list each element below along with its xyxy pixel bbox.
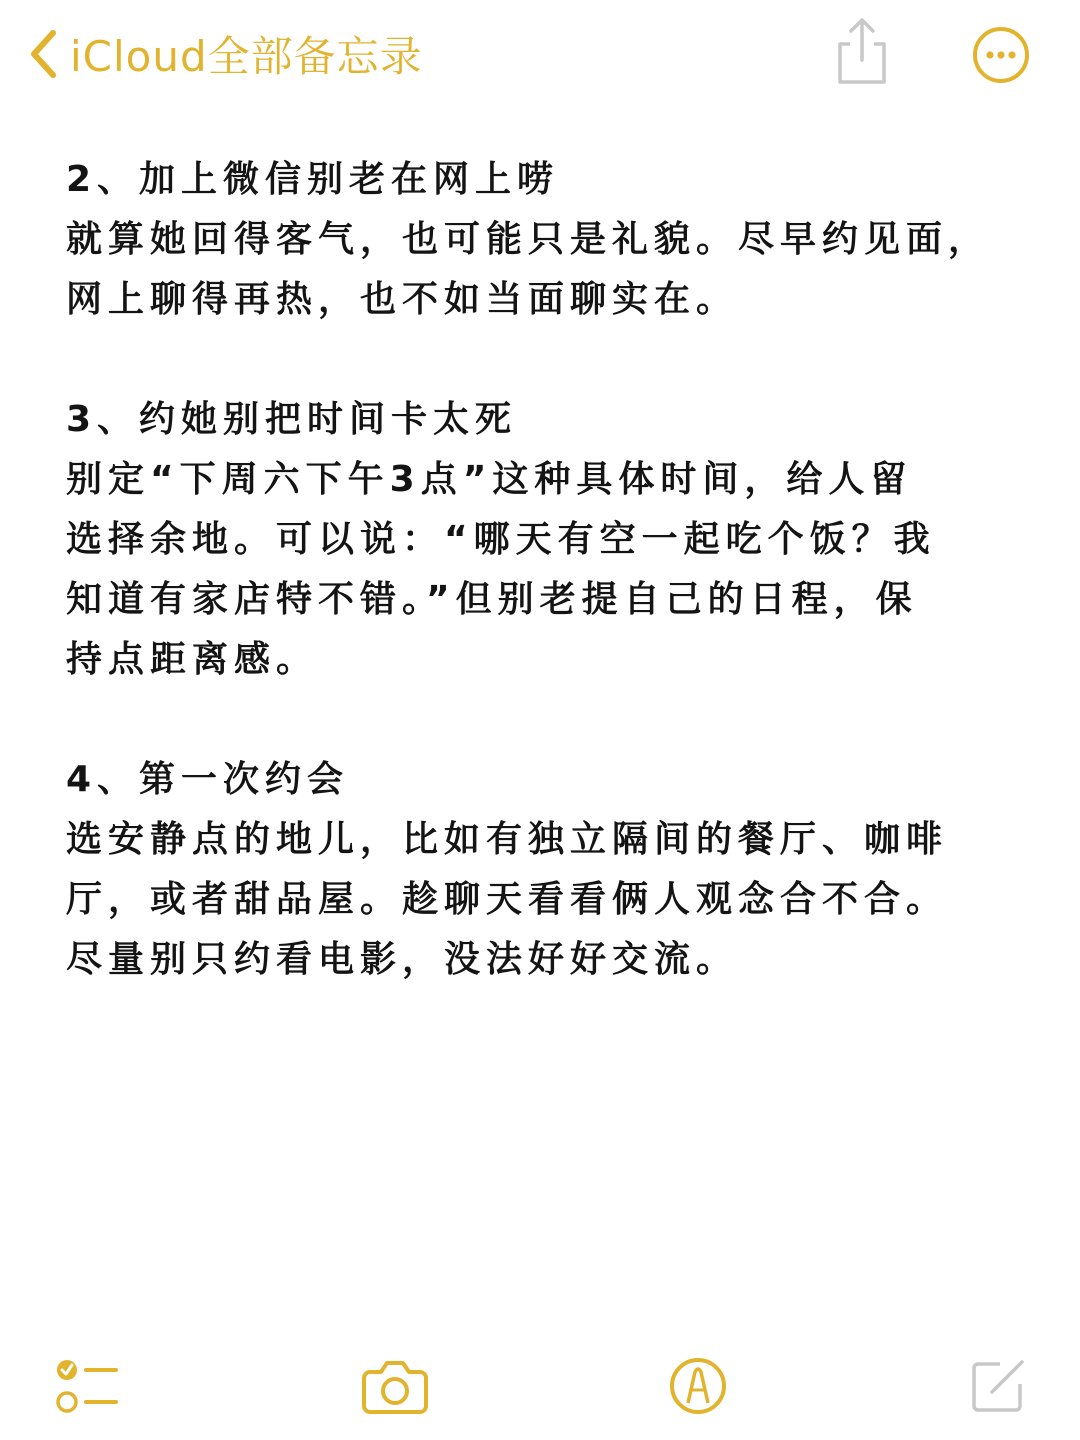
share-button[interactable] <box>832 14 892 86</box>
compose-button[interactable] <box>966 1354 1030 1418</box>
note-section <box>66 390 1026 690</box>
chevron-left-icon <box>28 29 58 79</box>
paragraph-line: 持点距离感。 <box>66 639 319 680</box>
paragraph-line: 尽量别只约看电影，没法好好交流。 <box>66 939 739 980</box>
note-body[interactable] <box>66 150 1026 1050</box>
note-section <box>66 150 1026 330</box>
checklist-icon <box>54 1356 120 1416</box>
more-button[interactable] <box>970 24 1032 86</box>
bottom-toolbar <box>0 1340 1080 1440</box>
paragraph-line: 选择余地。可以说：“哪天有空一起吃个饭？我 <box>66 519 936 560</box>
note-section <box>66 750 1026 990</box>
checklist-button[interactable] <box>54 1356 120 1416</box>
compose-icon <box>966 1354 1030 1418</box>
navigation-bar <box>0 0 1080 110</box>
section-heading: 3、约她别把时间卡太死 <box>66 399 518 440</box>
paragraph-line: 知道有家店特不错。”但别老提自己的日程，保 <box>66 579 918 620</box>
section-heading: 2、加上微信别老在网上唠 <box>66 159 560 200</box>
camera-button[interactable] <box>360 1358 430 1416</box>
markup-button[interactable] <box>668 1356 728 1416</box>
paragraph-line: 别定“下周六下午3点”这种具体时间，给人留 <box>66 459 913 500</box>
back-button[interactable] <box>28 22 423 86</box>
share-icon <box>832 14 892 86</box>
paragraph-line: 选安静点的地儿，比如有独立隔间的餐厅、咖啡 <box>66 819 949 860</box>
markup-pen-icon <box>668 1356 728 1416</box>
paragraph-line: 厅，或者甜品屋。趁聊天看看俩人观念合不合。 <box>66 879 949 920</box>
back-label: iCloud全部备忘录 <box>70 32 423 81</box>
paragraph-line: 网上聊得再热，也不如当面聊实在。 <box>66 279 739 320</box>
camera-icon <box>360 1358 430 1416</box>
more-icon <box>970 24 1032 86</box>
section-heading: 4、第一次约会 <box>66 759 350 800</box>
paragraph-line: 就算她回得客气，也可能只是礼貌。尽早约见面， <box>66 219 991 260</box>
